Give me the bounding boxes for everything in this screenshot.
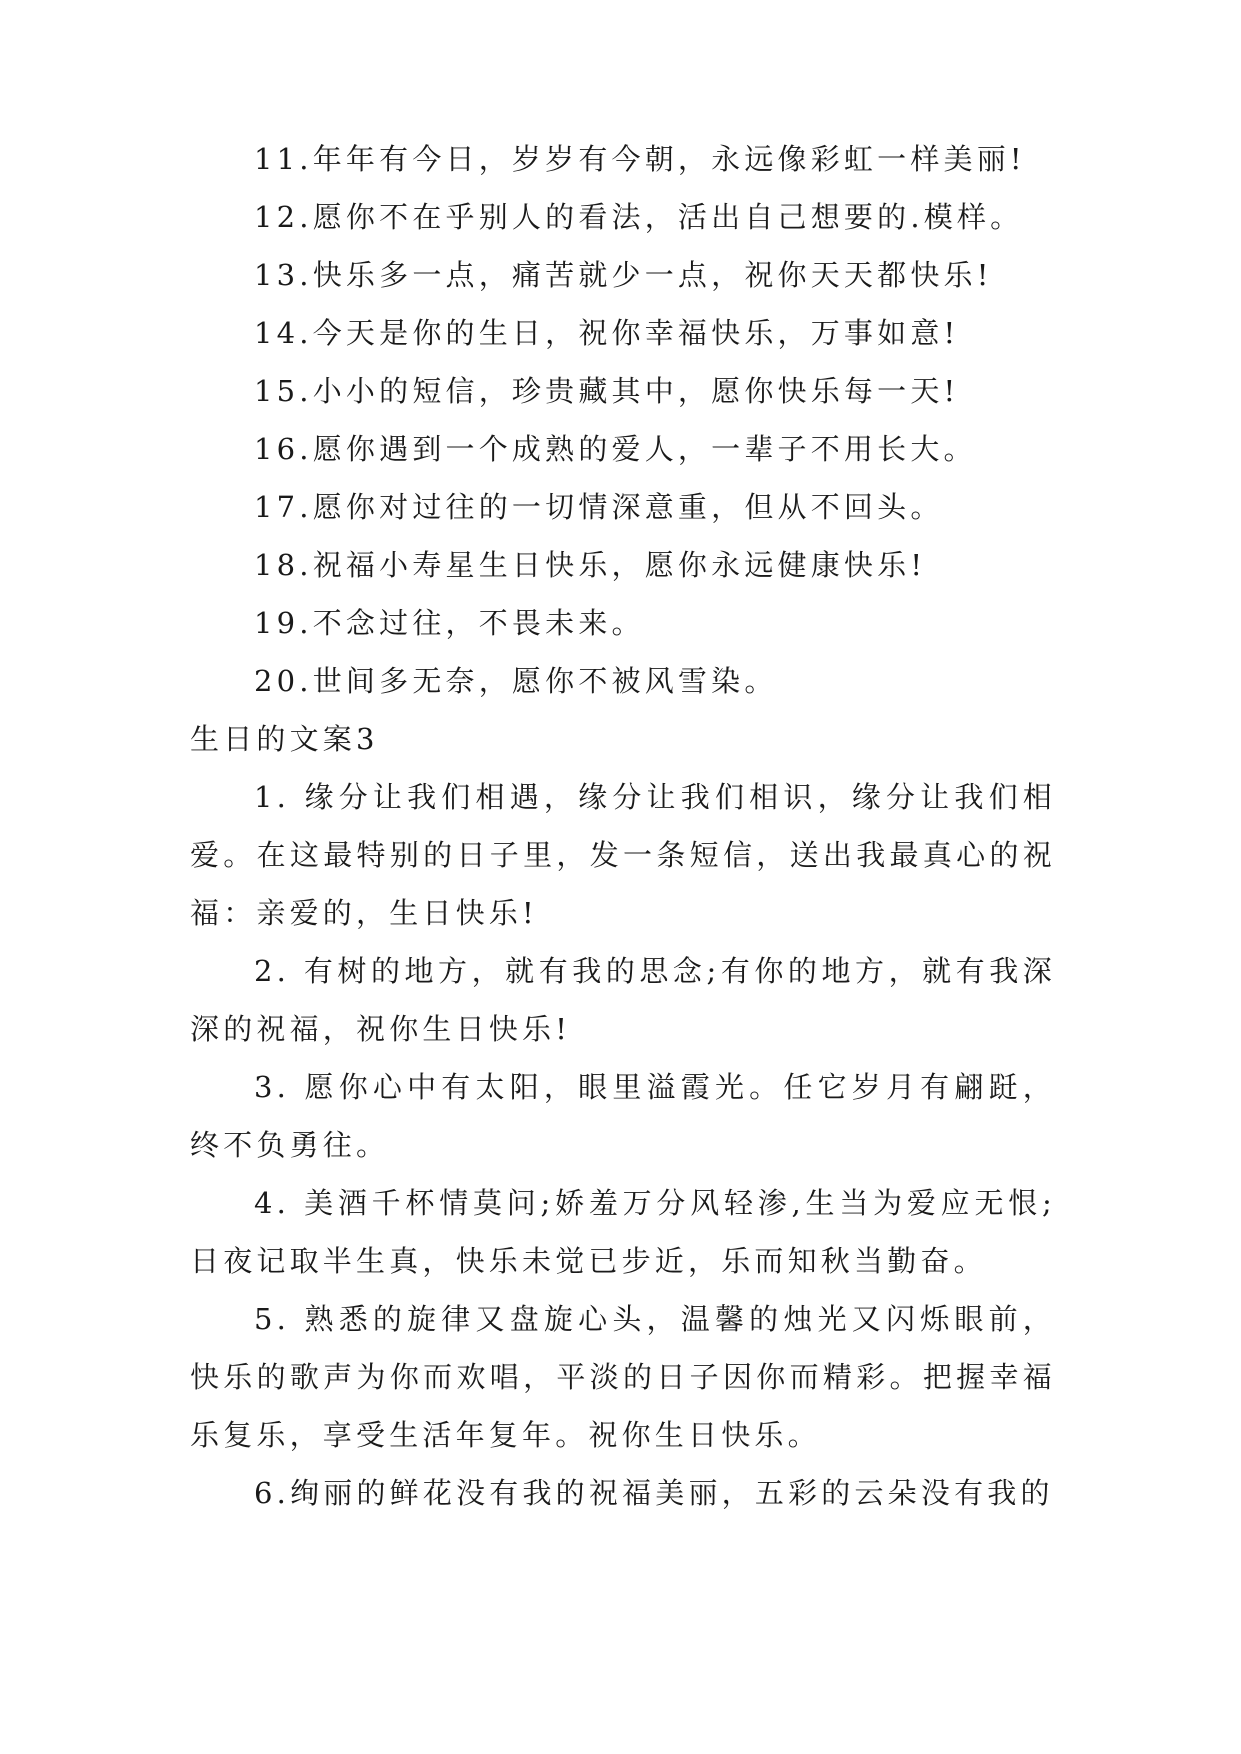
list-item: 6.绚丽的鲜花没有我的祝福美丽，五彩的云朵没有我的 [254,1476,1054,1510]
list-item: 2. 有树的地方，就有我的思念;有你的地方，就有我深深的祝福，祝你生日快乐! [190,954,1056,1046]
list-item: 16.愿你遇到一个成熟的爱人，一辈子不用长大。 [254,432,977,466]
list-item: 11.年年有今日，岁岁有今朝，永远像彩虹一样美丽! [254,142,1026,176]
list-item: 14.今天是你的生日，祝你幸福快乐，万事如意! [254,316,960,350]
list-item: 5. 熟悉的旋律又盘旋心头，温馨的烛光又闪烁眼前，快乐的歌声为你而欢唱，平淡的日子因你而精彩。把握幸福乐复乐，享受生活年复年。祝你生日快乐。 [190,1302,1056,1452]
list-item: 13.快乐多一点，痛苦就少一点，祝你天天都快乐! [254,258,993,292]
list-item: 1. 缘分让我们相遇，缘分让我们相识，缘分让我们相爱。在这最特别的日子里，发一条短信，送出我最真心的祝福：亲爱的，生日快乐! [190,780,1056,930]
list-item: 3. 愿你心中有太阳，眼里溢霞光。任它岁月有翩跹，终不负勇往。 [190,1070,1056,1162]
list-item: 15.小小的短信，珍贵藏其中，愿你快乐每一天! [254,374,960,408]
section-heading: 生日的文案3 [190,722,379,756]
document-body [190,130,1056,1522]
list-item: 4. 美酒千杯情莫问;娇羞万分风轻渗,生当为爱应无恨;日夜记取半生真，快乐未觉已步近，乐而知秋当勤奋。 [190,1186,1056,1278]
list-item: 18.祝福小寿星生日快乐，愿你永远健康快乐! [254,548,927,582]
list-item: 17.愿你对过往的一切情深意重，但从不回头。 [254,490,944,524]
list-item: 20.世间多无奈，愿你不被风雪染。 [254,664,778,698]
list-item: 12.愿你不在乎别人的看法，活出自己想要的.模样。 [254,200,1024,234]
list-item: 19.不念过往，不畏未来。 [254,606,645,640]
